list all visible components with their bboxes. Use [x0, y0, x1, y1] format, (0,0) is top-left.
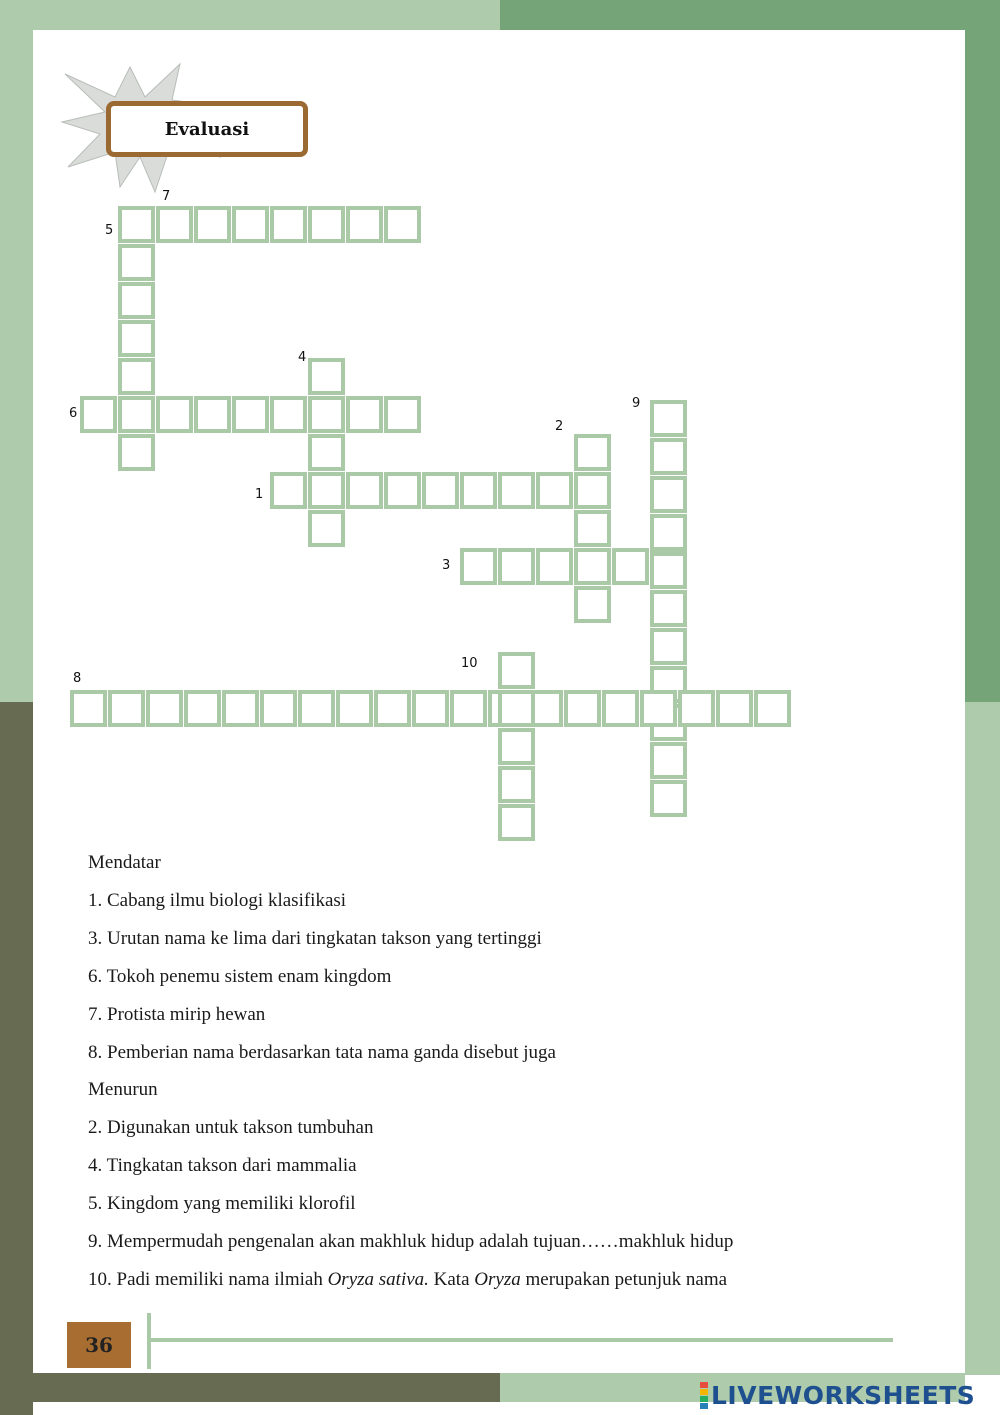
crossword-cell[interactable] — [640, 690, 677, 727]
crossword-cell[interactable] — [156, 396, 193, 433]
crossword-cell[interactable] — [650, 590, 687, 627]
across-heading: Mendatar — [88, 852, 161, 873]
crossword-cell[interactable] — [80, 396, 117, 433]
crossword-cell[interactable] — [564, 690, 601, 727]
crossword-cell[interactable] — [574, 472, 611, 509]
crossword-cell[interactable] — [118, 358, 155, 395]
crossword-cell[interactable] — [412, 690, 449, 727]
crossword-cell[interactable] — [346, 396, 383, 433]
crossword-cell[interactable] — [384, 472, 421, 509]
crossword-cell[interactable] — [536, 548, 573, 585]
frame-top-left-band — [0, 0, 500, 30]
across-clue-7: 7. Protista mirip hewan — [88, 1004, 266, 1025]
crossword-cell[interactable] — [384, 396, 421, 433]
crossword-cell[interactable] — [118, 244, 155, 281]
crossword-cell[interactable] — [450, 690, 487, 727]
frame-right-upper-band — [965, 0, 1000, 702]
crossword-cell[interactable] — [754, 690, 791, 727]
clue-number-9: 9 — [632, 396, 641, 411]
crossword-cell[interactable] — [716, 690, 753, 727]
crossword-cell[interactable] — [612, 548, 649, 585]
crossword-cell[interactable] — [374, 690, 411, 727]
crossword-cell[interactable] — [346, 206, 383, 243]
clue-number-8: 8 — [73, 671, 82, 686]
down-clue-9: 9. Mempermudah pengenalan akan makhluk hidup adalah tujuan……makhluk hidup — [88, 1231, 734, 1252]
crossword-cell[interactable] — [574, 548, 611, 585]
crossword-cell[interactable] — [308, 434, 345, 471]
clue-number-10: 10 — [461, 656, 478, 671]
crossword-cell[interactable] — [422, 472, 459, 509]
crossword-cell[interactable] — [498, 766, 535, 803]
crossword-cell[interactable] — [308, 206, 345, 243]
crossword-cell[interactable] — [222, 690, 259, 727]
frame-left-upper-band — [0, 0, 33, 702]
clue-number-6: 6 — [69, 406, 78, 421]
brand-name: LIVEWORKSHEETS — [711, 1380, 976, 1410]
crossword-cell[interactable] — [498, 652, 535, 689]
down-clue-10-italic-a: Oryza sativa. — [327, 1269, 429, 1290]
crossword-cell[interactable] — [308, 358, 345, 395]
down-clue-10-text-b: Kata — [428, 1269, 475, 1290]
clue-number-2: 2 — [555, 419, 564, 434]
brand-logo[interactable] — [700, 1380, 976, 1410]
crossword-cell[interactable] — [498, 548, 535, 585]
frame-right-lower-band — [965, 702, 1000, 1375]
frame-bottom-left-band — [0, 1373, 500, 1402]
crossword-cell[interactable] — [70, 690, 107, 727]
frame-left-lower-band — [0, 702, 33, 1415]
crossword-cell[interactable] — [270, 472, 307, 509]
crossword-cell[interactable] — [650, 552, 687, 589]
crossword-cell[interactable] — [650, 628, 687, 665]
crossword-cell[interactable] — [118, 206, 155, 243]
crossword-cell[interactable] — [232, 396, 269, 433]
across-clue-6: 6. Tokoh penemu sistem enam kingdom — [88, 966, 392, 987]
crossword-cell[interactable] — [194, 206, 231, 243]
footer-horizontal-line — [147, 1338, 893, 1342]
crossword-cell[interactable] — [460, 548, 497, 585]
page-number: 36 — [67, 1322, 131, 1368]
crossword-cell[interactable] — [574, 434, 611, 471]
crossword-cell[interactable] — [118, 396, 155, 433]
down-heading: Menurun — [88, 1079, 158, 1100]
down-clue-2: 2. Digunakan untuk takson tumbuhan — [88, 1117, 374, 1138]
crossword-cell[interactable] — [384, 206, 421, 243]
crossword-cell[interactable] — [498, 472, 535, 509]
clue-number-7: 7 — [162, 189, 171, 204]
across-clue-8: 8. Pemberian nama berdasarkan tata nama ganda disebut juga — [88, 1042, 556, 1063]
crossword-cell[interactable] — [146, 690, 183, 727]
crossword-cell[interactable] — [270, 206, 307, 243]
down-clue-10-text-c: merupakan petunjuk nama — [520, 1269, 728, 1290]
crossword-cell[interactable] — [536, 472, 573, 509]
down-clue-10-italic-b: Oryza — [474, 1269, 521, 1290]
crossword-cell[interactable] — [270, 396, 307, 433]
crossword-cell[interactable] — [232, 206, 269, 243]
across-clue-1: 1. Cabang ilmu biologi klasifikasi — [88, 890, 347, 911]
down-clue-10 — [88, 1269, 727, 1291]
down-clue-5: 5. Kingdom yang memiliki klorofil — [88, 1193, 356, 1214]
crossword-cell[interactable] — [650, 514, 687, 551]
clue-number-5: 5 — [105, 223, 114, 238]
crossword-cell[interactable] — [678, 690, 715, 727]
page-title: Evaluasi — [106, 101, 308, 157]
crossword-cell[interactable] — [308, 472, 345, 509]
crossword-cell[interactable] — [650, 400, 687, 437]
crossword-cell[interactable] — [194, 396, 231, 433]
crossword-cell[interactable] — [156, 206, 193, 243]
crossword-cell[interactable] — [650, 476, 687, 513]
crossword-cell[interactable] — [118, 282, 155, 319]
crossword-cell[interactable] — [118, 320, 155, 357]
crossword-cell[interactable] — [498, 804, 535, 841]
crossword-cell[interactable] — [602, 690, 639, 727]
frame-top-right-band — [500, 0, 1000, 30]
crossword-cell[interactable] — [650, 780, 687, 817]
down-clue-4: 4. Tingkatan takson dari mammalia — [88, 1155, 357, 1176]
clue-number-1: 1 — [255, 487, 264, 502]
crossword-cell[interactable] — [184, 690, 221, 727]
brand-logo-icon — [700, 1382, 708, 1409]
crossword-cell[interactable] — [498, 728, 535, 765]
crossword-cell[interactable] — [308, 396, 345, 433]
crossword-cell[interactable] — [574, 510, 611, 547]
crossword-cell[interactable] — [336, 690, 373, 727]
crossword-cell[interactable] — [118, 434, 155, 471]
crossword-cell[interactable] — [650, 742, 687, 779]
crossword-cell[interactable] — [460, 472, 497, 509]
crossword-cell[interactable] — [298, 690, 335, 727]
clue-number-3: 3 — [442, 558, 451, 573]
crossword-cell[interactable] — [574, 586, 611, 623]
down-clue-10-text-a: 10. Padi memiliki nama ilmiah — [88, 1269, 328, 1290]
crossword-cell[interactable] — [650, 438, 687, 475]
crossword-cell[interactable] — [308, 510, 345, 547]
clue-number-4: 4 — [298, 350, 307, 365]
across-clue-3: 3. Urutan nama ke lima dari tingkatan takson yang tertinggi — [88, 928, 542, 949]
crossword-cell[interactable] — [260, 690, 297, 727]
crossword-cell[interactable] — [108, 690, 145, 727]
crossword-cell[interactable] — [498, 690, 535, 727]
crossword-cell[interactable] — [346, 472, 383, 509]
